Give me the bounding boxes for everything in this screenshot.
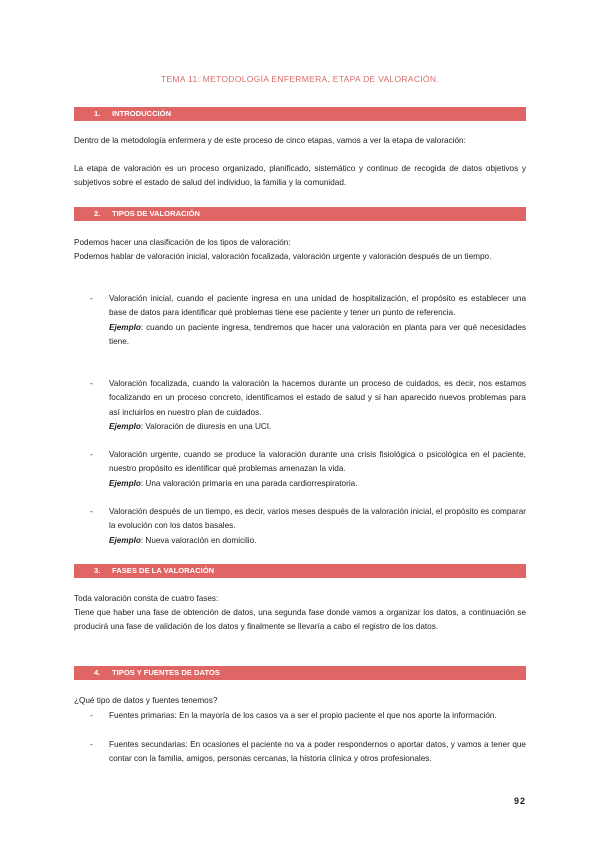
section-heading: TIPOS DE VALORACIÓN bbox=[112, 209, 201, 218]
list-item-text: Valoración inicial, cuando el paciente ingresa en una unidad de hospitalización, el propósito es establecer una base de datos para identificar qué problemas tiene ese paciente y tener un punto de referencia. bbox=[109, 294, 526, 318]
paragraph: Dentro de la metodología enfermera y de este proceso de cinco etapas, vamos a ver la etapa de valoración: bbox=[74, 136, 466, 145]
paragraph: La etapa de valoración es un proceso organizado, planificado, sistemático y continuo de recogida de datos objetivos y subjetivos sobre el estado de salud del individuo, la familia y la comunidad. bbox=[74, 164, 526, 188]
list-marker: - bbox=[90, 379, 93, 388]
document-title: TEMA 11: METODOLOGÍA ENFERMERA, ETAPA DE VALORACIÓN. bbox=[161, 74, 439, 84]
example-label: Ejemplo bbox=[109, 535, 141, 545]
list-item bbox=[90, 709, 526, 723]
section-heading: INTRODUCCIÓN bbox=[112, 109, 172, 118]
section-header-introduccion bbox=[74, 107, 526, 121]
paragraph: Podemos hacer una clasificación de los tipos de valoración: bbox=[74, 238, 291, 247]
example-text: : cuando un paciente ingresa, tendremos que hacer una valoración en planta para ver qué necesidades tiene. bbox=[109, 322, 526, 347]
list-item bbox=[90, 377, 526, 435]
section-number: 3. bbox=[94, 566, 101, 575]
list-marker: - bbox=[90, 711, 93, 720]
list-marker: - bbox=[90, 450, 93, 459]
section-header-tipos-y-fuentes-de-datos bbox=[74, 666, 526, 680]
list-item bbox=[90, 505, 526, 548]
section-heading: TIPOS Y FUENTES DE DATOS bbox=[112, 668, 220, 677]
list-marker: - bbox=[90, 294, 93, 303]
list-item-text: Valoración urgente, cuando se produce la valoración durante una crisis fisiológica o psicológica en el paciente, nuestro propósito es identificar qué problemas amenazan la vida. bbox=[109, 450, 526, 474]
list-item-text: Fuentes primarias: En la mayoría de los casos va a ser el propio paciente el que nos aporte la información. bbox=[109, 711, 497, 720]
example-label: Ejemplo bbox=[109, 478, 141, 488]
paragraph: Toda valoración consta de cuatro fases: bbox=[74, 594, 219, 603]
list-item-text: Fuentes secundarias: En ocasiones el paciente no va a poder respondernos o aportar datos, y vamos a tener que contar con la familia, amigos, personas cercanas, la historia clínica y otros profesionales. bbox=[109, 740, 526, 764]
list-item bbox=[90, 738, 526, 767]
section-heading: FASES DE LA VALORACIÓN bbox=[112, 566, 215, 575]
paragraph: Podemos hablar de valoración inicial, valoración focalizada, valoración urgente y valoración después de un tiempo. bbox=[74, 252, 492, 261]
paragraph: ¿Qué tipo de datos y fuentes tenemos? bbox=[74, 696, 218, 705]
section-header-tipos-de-valoracion bbox=[74, 207, 526, 221]
example-label: Ejemplo bbox=[109, 322, 141, 332]
example-text: : Valoración de diuresis en una UCI. bbox=[140, 422, 272, 432]
example-text: : Una valoración primaria en una parada cardiorrespiratoria. bbox=[140, 478, 358, 488]
section-number: 1. bbox=[94, 109, 101, 118]
paragraph: Tiene que haber una fase de obtención de datos, una segunda fase donde vamos a organizar los datos, a continuación se producirá una fase de validación de los datos y finalmente se llevaría a cabo el registro de los datos. bbox=[74, 608, 526, 632]
page-number: 92 bbox=[513, 796, 526, 806]
list-item-text: Valoración después de un tiempo, es decir, varios meses después de la valoración inicial, el propósito es comparar la evolución con los datos basales. bbox=[109, 507, 526, 531]
list-marker: - bbox=[90, 507, 93, 516]
example-text: : Nueva valoración en domicilio. bbox=[140, 535, 257, 545]
list-marker: - bbox=[90, 740, 93, 749]
section-number: 4. bbox=[94, 668, 101, 677]
section-number: 2. bbox=[94, 209, 101, 218]
list-item bbox=[90, 292, 526, 350]
list-item bbox=[90, 448, 526, 491]
section-header-fases-de-la-valoracion bbox=[74, 564, 526, 578]
example-label: Ejemplo bbox=[109, 422, 141, 432]
list-item-text: Valoración focalizada, cuando la valoración la hacemos durante un proceso de cuidados, es decir, nos estamos focalizando en un proceso concreto, identificamos el estado de salud y si han aparecido nuevos problemas para así incluirlos en nuestro plan de cuidados. bbox=[109, 379, 526, 417]
